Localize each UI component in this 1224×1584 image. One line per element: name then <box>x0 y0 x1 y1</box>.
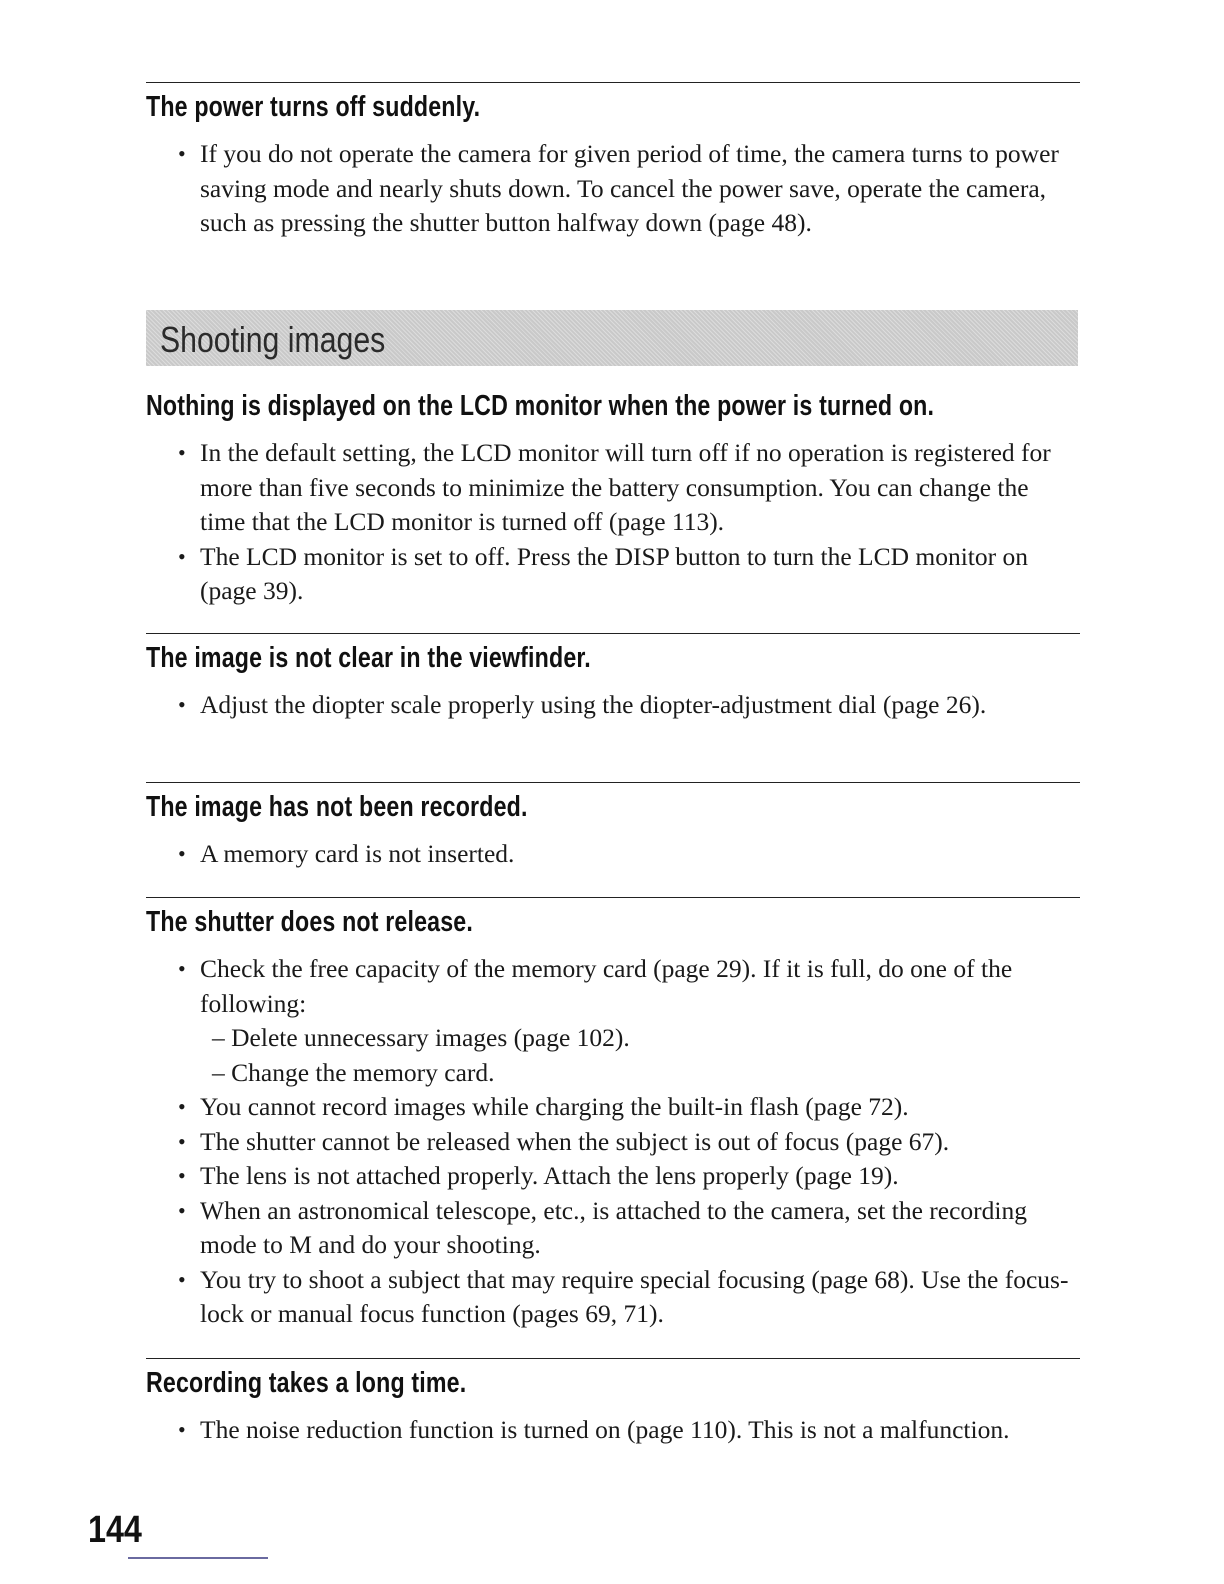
page-number-underline <box>128 1557 268 1559</box>
banner-title: Shooting images <box>160 319 386 360</box>
section-heading: The power turns off suddenly. <box>146 91 481 123</box>
list-item: • The LCD monitor is set to off. Press the DISP button to turn the LCD monitor on (page 39). <box>178 541 1029 605</box>
list-item: • Check the free capacity of the memory card (page 29). If it is full, do one of the following: – Delete unnecessary images (page 102). – Change the memory card. <box>146 952 1080 1090</box>
section-divider <box>146 1358 1080 1359</box>
section-viewfinder <box>146 633 1080 723</box>
section-banner <box>146 310 1078 366</box>
section-power-off <box>146 82 1080 241</box>
list-item: • A memory card is not inserted. <box>178 839 515 868</box>
sub-item: – Change the memory card. <box>212 1057 495 1087</box>
section-divider <box>146 633 1080 634</box>
section-heading: The image has not been recorded. <box>146 791 528 823</box>
section-divider <box>146 82 1080 83</box>
list-item: • Adjust the diopter scale properly using the diopter-adjustment dial (page 26). <box>178 690 987 719</box>
section-heading: Nothing is displayed on the LCD monitor when the power is turned on. <box>146 390 935 422</box>
section-lcd-blank <box>146 388 1080 609</box>
list-item: • You cannot record images while charging the built-in flash (page 72). <box>178 1092 909 1121</box>
list-item: • The lens is not attached properly. Attach the lens properly (page 19). <box>178 1161 899 1190</box>
page-number: 144 <box>88 1509 142 1551</box>
section-not-recorded <box>146 782 1080 872</box>
section-divider <box>146 782 1080 783</box>
section-heading: Recording takes a long time. <box>146 1367 467 1399</box>
section-recording-slow <box>146 1358 1080 1448</box>
list-item: • The noise reduction function is turned on (page 110). This is not a malfunction. <box>178 1415 1010 1444</box>
list-item: • In the default setting, the LCD monitor will turn off if no operation is registered for more than five seconds to minimize the battery consumption. You can change the time that the LCD monitor is turned off (page 113). <box>178 438 1051 536</box>
section-divider <box>146 897 1080 898</box>
section-heading: The image is not clear in the viewfinder. <box>146 642 591 674</box>
list-item: • When an astronomical telescope, etc., is attached to the camera, set the recording mode to M and do your shooting. <box>178 1195 1027 1259</box>
list-item: • The shutter cannot be released when the subject is out of focus (page 67). <box>178 1126 950 1156</box>
section-shutter <box>146 897 1080 1332</box>
list-item: • You try to shoot a subject that may require special focusing (page 68). Use the focus-lock or manual focus function (pages 69, 71). <box>178 1264 1069 1328</box>
sub-item: – Delete unnecessary images (page 102). <box>212 1023 630 1052</box>
list-item: • If you do not operate the camera for given period of time, the camera turns to power saving mode and nearly shuts down. To cancel the power save, operate the camera, such as pressing the shutter button halfway down (page 48). <box>178 139 1059 237</box>
section-heading: The shutter does not release. <box>146 906 473 938</box>
